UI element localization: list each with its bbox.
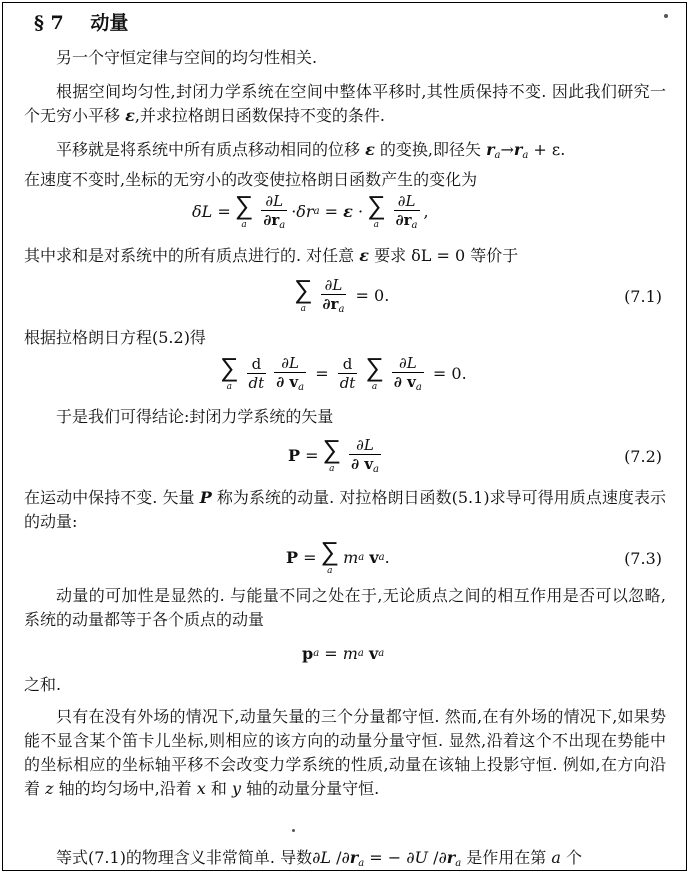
paragraph-5: 根据拉格朗日方程(5.2)得 [24, 328, 206, 347]
paragraph-4: 其中求和是对系统中的所有质点进行的. 对任意 ε 要求 δL = 0 等价于 [24, 246, 519, 265]
paragraph-6: 于是我们可得结论:封闭力学系统的矢量 [56, 407, 334, 426]
scan-speck [292, 829, 295, 832]
equation-7-2: P = ∑ a $\frac{\partial L}{\partial v_a}$ (7.2) [288, 435, 662, 475]
equation-variation: δL = ∑ a $\frac{\partial L}{\partial r_a}$ · δr a = ε · ∑ a $\frac{\partial L}{\partial r_a}$ , [192, 191, 429, 231]
paragraph-9: 之和. [24, 675, 62, 694]
equation-number-7-1: (7.1) [624, 287, 662, 306]
equation-particle-momentum: p a = m a v a [302, 644, 385, 663]
equation-7-3: P = ∑ a m a v a . (7.3) [286, 537, 662, 576]
paragraph-11: 等式(7.1)的物理含义非常简单. 导数∂L $/\partial r_a$ = − ∂U $/\partial r_a$ 是作用在第 a 个 [56, 848, 582, 869]
section-title: 动量 [90, 12, 129, 34]
paragraph-1: 另一个守恒定律与空间的均匀性相关. [56, 48, 318, 67]
paragraph-10: 只有在没有外场的情况下,动量矢量的三个分量都守恒. 然而,在有外场的情况下,如果势能不显含某个笛卡儿坐标,则相应的该方向的动量分量守恒. 显然,沿着这个不出现在势能中的坐标相应的坐标轴平移不会改变力学系统的性质,动量在该轴上投影守恒. 例如,在方向沿着 z 轴的均匀场中,沿着 x 和 y 轴的动量分量守恒. [24, 707, 666, 798]
equation-number-7-2: (7.2) [624, 447, 662, 466]
paragraph-2: 根据空间均匀性,封闭力学系统在空间中整体平移时,其性质保持不变. 因此我们研究一个无穷小平移 ε,并求拉格朗日函数保持不变的条件. [24, 82, 666, 125]
equation-lagrange: ∑ a $\frac{d}{dt}$ $\frac{\partial L}{\partial v_a}$ = $\frac{d}{dt}$ ∑ a $\frac{\partial L}{\partial v_a}$ = 0. [220, 353, 467, 393]
section-heading [34, 8, 128, 35]
equation-7-1: ∑ a $\frac{\partial L}{\partial r_a}$ = 0. (7.1) [294, 275, 662, 315]
paragraph-7: 在运动中保持不变. 矢量 P 称为系统的动量. 对拉格朗日函数(5.1)求导可得用质点速度表示的动量: [24, 488, 666, 531]
scan-speck [664, 14, 668, 18]
equation-number-7-3: (7.3) [624, 549, 662, 568]
paragraph-3: 平移就是将系统中所有质点移动相同的位移 ε 的变换,即径矢 $r_a\to r_a + \varepsilon$. 在速度不变时,坐标的无穷小的改变使拉格朗日函数产生的变化为 [24, 140, 566, 189]
paragraph-8: 动量的可加性是显然的. 与能量不同之处在于,无论质点之间的相互作用是否可以忽略,系统的动量都等于各个质点的动量 [24, 586, 666, 629]
section-number: § 7 [34, 12, 64, 34]
